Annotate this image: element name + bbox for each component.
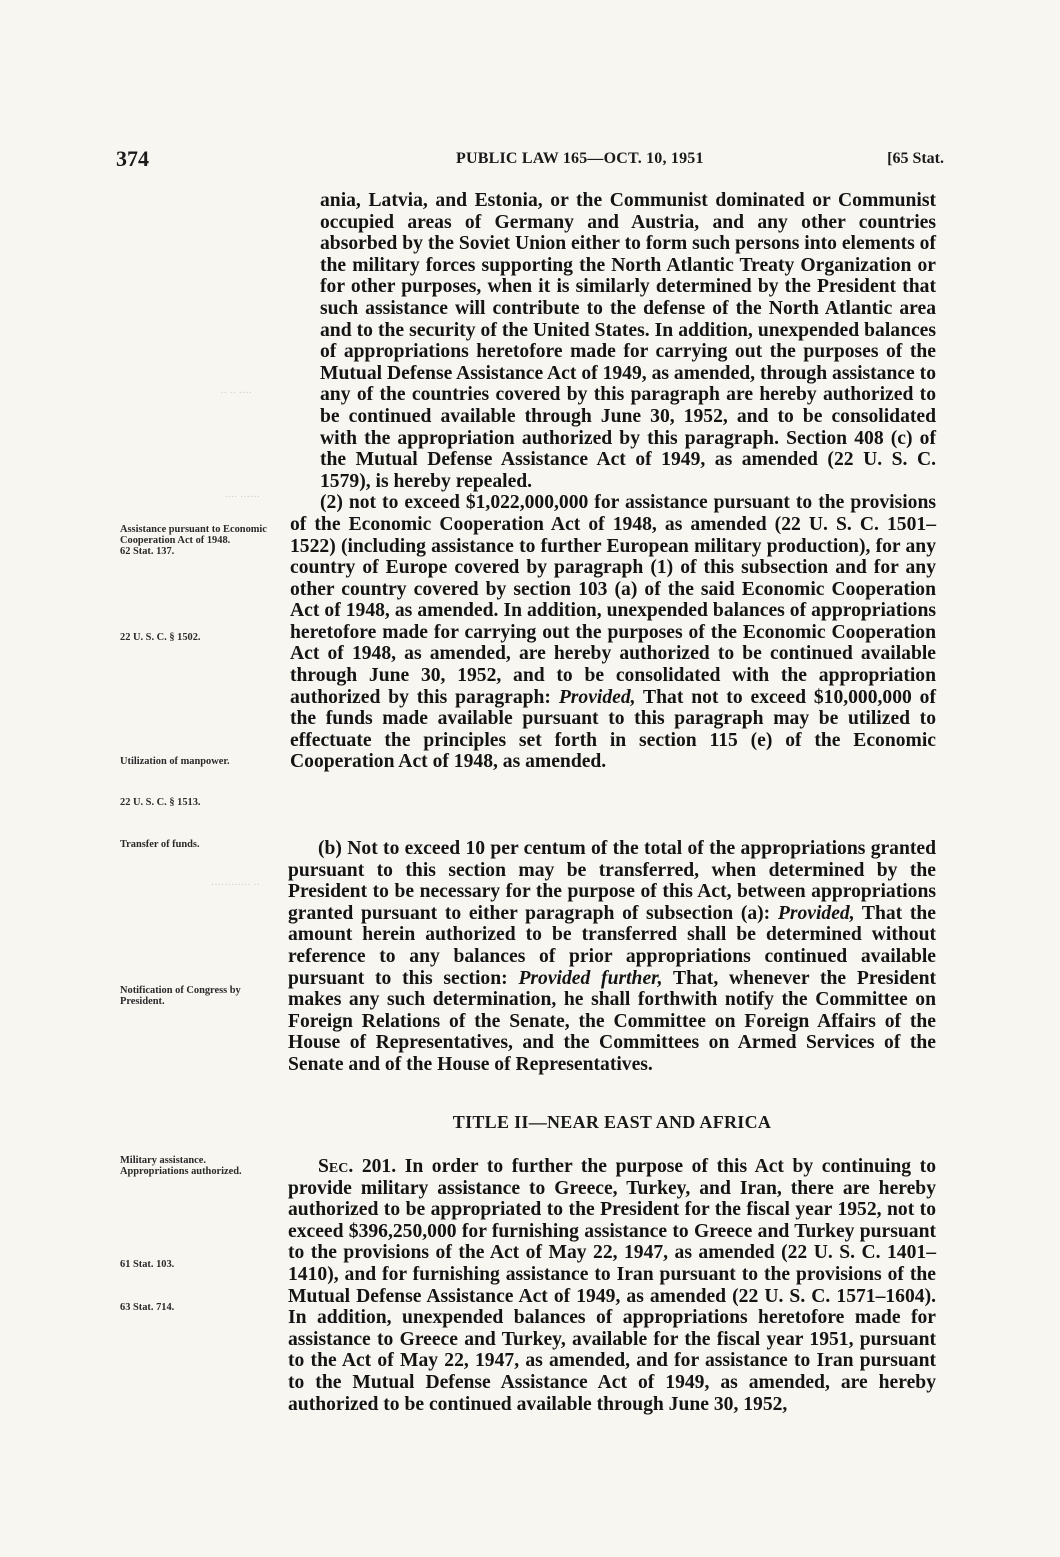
paragraph-3-text-cont: That the amount herein authorized to be transferred shall be determined without reference to any balances of prior appropriations continued available pursuant to this section:	[288, 902, 936, 989]
margin-note-usc-1513: 22 U. S. C. § 1513.	[120, 797, 201, 808]
margin-note-usc-1502: 22 U. S. C. § 1502.	[120, 632, 201, 643]
margin-note-assistance	[120, 524, 270, 557]
margin-note-stat-103: 61 Stat. 103.	[120, 1259, 175, 1270]
section-201	[288, 1156, 936, 1415]
margin-note-text: Assistance pursuant to Economic Cooperation Act of 1948.	[120, 524, 267, 546]
provided-further-term: Provided further,	[518, 967, 663, 989]
bleed-through-note: ···· ······	[224, 492, 260, 503]
statute-volume: [65 Stat.	[887, 150, 944, 167]
margin-note-citation: 62 Stat. 137.	[120, 546, 175, 557]
title-ii-heading: TITLE II—NEAR EAST AND AFRICA	[452, 1112, 772, 1132]
paragraph-3	[288, 838, 936, 1076]
margin-note-notification: Notification of Congress by President.	[120, 985, 241, 1007]
provided-term: Provided,	[558, 686, 636, 708]
margin-note-military: Military assistance. Appropriations authorized.	[120, 1155, 242, 1177]
margin-note-stat-714: 63 Stat. 714.	[120, 1302, 175, 1313]
bleed-through-note: ············ ··	[210, 880, 260, 891]
section-label: Sec. 201.	[318, 1156, 397, 1177]
paragraph-3-text-end: That, whenever the President makes any such determination, he shall forthwith notify the Committee on Foreign Relations of the Senate, the Committee on Foreign Affairs of the House of Representatives, and the Committees on Armed Services of the Senate and of the House of Representatives.	[288, 967, 936, 1075]
page-number: 374	[116, 146, 149, 171]
paragraph-2-text: (2) not to exceed $1,022,000,000 for assistance pursuant to the provisions of the Economic Cooperation Act of 1948, as amended (22 U. S. C. 1501–1522) (including assistance to further European military production), for any country of Europe covered by paragraph (1) of this subsection and for any other country covered by section 103 (a) of the said Economic Cooperation Act of 1948, as amended. In addition, unexpended balances of appropriations heretofore made for carrying out the purposes of the Economic Cooperation Act of 1948, as amended, are hereby authorized to be continued available through June 30, 1952, and to be consolidated with the appropriation authorized by this paragraph:	[290, 492, 936, 708]
page-header	[116, 146, 944, 174]
paragraph-2	[288, 492, 936, 773]
paragraph-1: ania, Latvia, and Estonia, or the Communist dominated or Communist occupied areas of Germany and Austria, and any other countries absorbed by the Soviet Union either to form such persons into elements of the military forces supporting the North Atlantic Treaty Organization or for other purposes, when it is similarly determined by the President that such assistance will contribute to the defense of the North Atlantic area and to the security of the United States. In addition, unexpended balances of appropriations heretofore made for carrying out the purposes of the Mutual Defense Assistance Act of 1949, as amended, through assistance to any of the countries covered by this paragraph are hereby authorized to be continued available through June 30, 1952, and to be consolidated with the appropriation authorized by this paragraph. Section 408 (c) of the Mutual Defense Assistance Act of 1949, as amended (22 U. S. C. 1579), is hereby repealed.	[320, 190, 936, 492]
subsection-b	[288, 838, 936, 1076]
section-201-text: In order to further the purpose of this Act by continuing to provide military assistance to Greece, Turkey, and Iran, there are hereby authorized to be appropriated to the President for the fiscal year 1952, not to exceed $396,250,000 for furnishing assistance to Greece and Turkey pursuant to the provisions of the Act of May 22, 1947, as amended (22 U. S. C. 1401–1410), and for furnishing assistance to Iran pursuant to the provisions of the Mutual Defense Assistance Act of 1949, as amended (22 U. S. C. 1571–1604). In addition, unexpended balances of appropriations heretofore made for assistance to Greece and Turkey, available for the fiscal year 1951, pursuant to the Act of May 22, 1947, as amended, and for assistance to Iran pursuant to the Mutual Defense Assistance Act of 1949, as amended, are hereby authorized to be continued available through June 30, 1952,	[288, 1156, 937, 1415]
main-text-block	[288, 190, 936, 773]
running-title: PUBLIC LAW 165—OCT. 10, 1951	[456, 150, 704, 167]
margin-note-utilization: Utilization of manpower.	[120, 756, 230, 767]
paragraph-sec-201	[288, 1156, 936, 1415]
paragraph-3-text: (b) Not to exceed 10 per centum of the total of the appropriations granted pursuant to this section may be transferred, when determined by the President to be necessary for the purpose of this Act, between appropriations granted pursuant to either paragraph of subsection (a):	[288, 838, 936, 924]
margin-note-transfer: Transfer of funds.	[120, 839, 200, 850]
paragraph-2-text-cont: That not to exceed $10,000,000 of the funds made available pursuant to this paragraph may be utilized to effectuate the principles set forth in section 115 (e) of the Economic Cooperation Act of 1948, as amended.	[290, 686, 937, 773]
provided-term: Provided,	[777, 902, 855, 924]
bleed-through-note: ·· ·· ····	[220, 388, 252, 399]
